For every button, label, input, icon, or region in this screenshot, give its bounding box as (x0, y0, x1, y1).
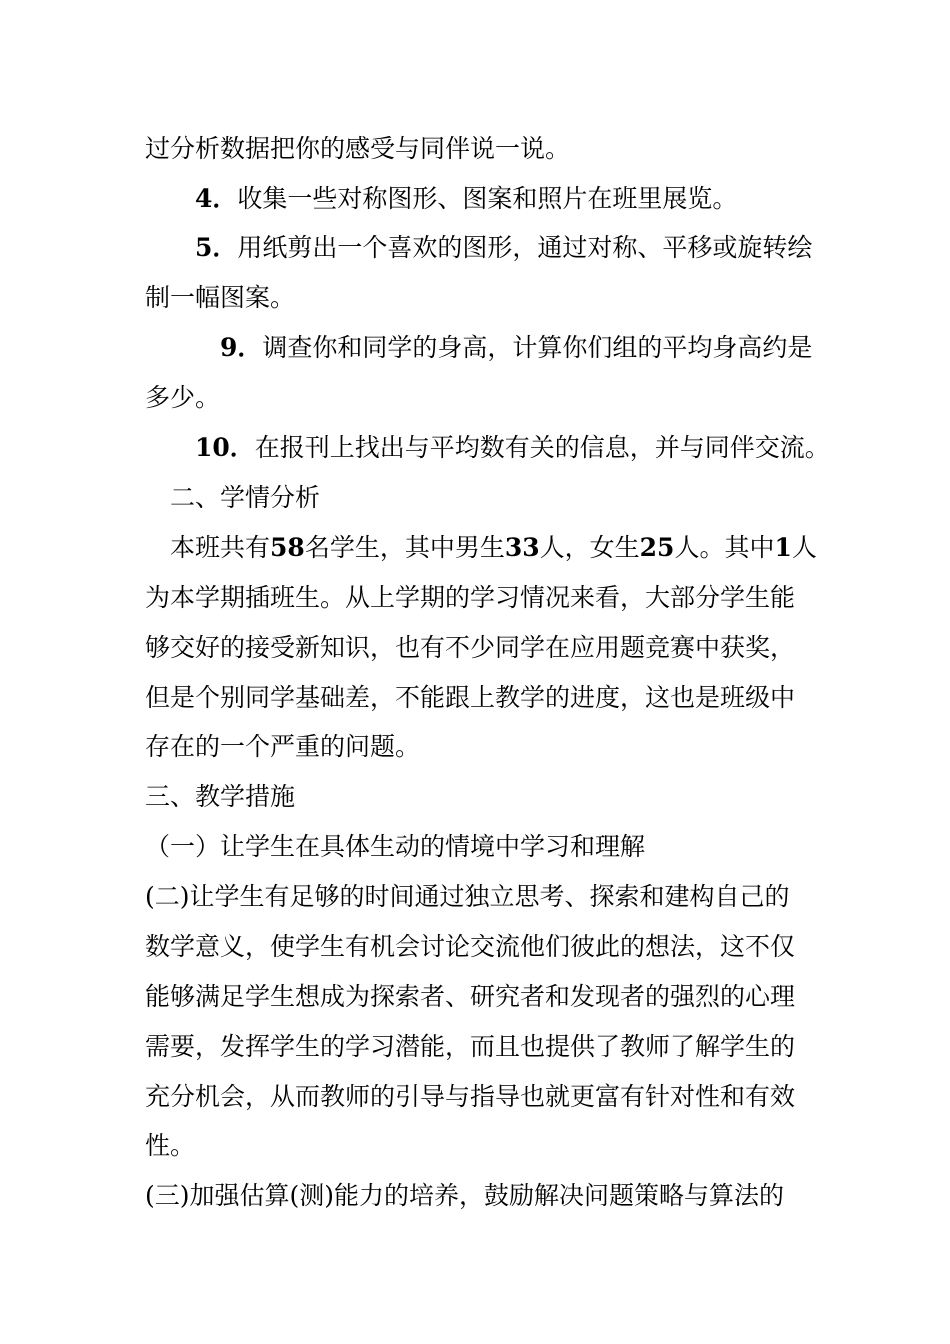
text-fragment: 人，女生 (539, 533, 640, 562)
text-line (145, 683, 795, 713)
subsection-1 (145, 832, 645, 862)
text-line (145, 982, 795, 1012)
section-heading-3 (145, 782, 295, 812)
text-fragment: 收集一些对称图形、图案和照片在班里展览。 (237, 184, 738, 213)
text-line (145, 1131, 195, 1161)
text-line (145, 1082, 795, 1112)
text-fragment: 过分析数据把你的感受与同伴说一说。 (145, 134, 571, 163)
text-fragment: （一）让学生在具体生动的情境中学习和理解 (145, 832, 646, 861)
item-number: 10． (195, 433, 255, 462)
text-fragment: 本班共有 (170, 533, 271, 562)
text-fragment: 性。 (145, 1131, 196, 1160)
text-line (145, 383, 220, 413)
text-line (145, 732, 420, 762)
text-fragment: 能够满足学生想成为探索者、研究者和发现者的强烈的心理 (145, 982, 796, 1011)
text-line (145, 633, 795, 663)
text-fragment: 够交好的接受新知识，也有不少同学在应用题竞赛中获奖， (145, 633, 796, 662)
text-line (170, 533, 817, 563)
text-fragment: 数学意义，使学生有机会讨论交流他们彼此的想法，这不仅 (145, 932, 796, 961)
subsection-2 (145, 882, 790, 912)
text-fragment: 人。其中 (674, 533, 775, 562)
text-fragment: 用纸剪出一个喜欢的图形，通过对称、平移或旋转绘 (237, 233, 813, 262)
text-fragment: 充分机会，从而教师的引导与指导也就更富有针对性和有效 (145, 1082, 796, 1111)
heading-text: 三、教学措施 (145, 782, 296, 811)
list-item-10 (195, 433, 830, 463)
text-fragment: 为本学期插班生。从上学期的学习情况来看，大部分学生能 (145, 583, 796, 612)
section-heading-2 (170, 483, 320, 513)
boy-count: 33 (504, 533, 540, 562)
text-fragment: 制一幅图案。 (145, 283, 296, 312)
student-total: 58 (270, 533, 305, 562)
subsection-3 (145, 1181, 784, 1211)
text-fragment: 需要，发挥学生的学习潜能，而且也提供了教师了解学生的 (145, 1032, 796, 1061)
text-line (145, 583, 795, 613)
girl-count: 25 (639, 533, 675, 562)
text-fragment: (三)加强估算(测)能力的培养，鼓励解决问题策略与算法的 (145, 1181, 785, 1210)
text-fragment: 多少。 (145, 383, 221, 412)
item-number: 4． (195, 184, 238, 213)
text-line (145, 283, 295, 313)
text-line (145, 1032, 795, 1062)
item-number: 9． (220, 333, 263, 362)
list-item-5 (195, 233, 812, 263)
item-number: 5． (195, 233, 238, 262)
text-line (145, 134, 570, 164)
heading-text: 二、学情分析 (170, 483, 321, 512)
text-line (145, 932, 795, 962)
text-fragment: 人 (791, 533, 817, 562)
text-fragment: 存在的一个严重的问题。 (145, 732, 421, 761)
text-fragment: (二)让学生有足够的时间通过独立思考、探索和建构自己的 (145, 882, 790, 911)
text-fragment: 但是个别同学基础差，不能跟上教学的进度，这也是班级中 (145, 683, 796, 712)
text-fragment: 在报刊上找出与平均数有关的信息，并与同伴交流。 (254, 433, 830, 462)
transfer-count: 1 (774, 533, 792, 562)
list-item-9 (220, 333, 812, 363)
text-fragment: 调查你和同学的身高，计算你们组的平均身高约是 (262, 333, 813, 362)
text-fragment: 名学生，其中男生 (304, 533, 505, 562)
list-item-4 (195, 184, 737, 214)
